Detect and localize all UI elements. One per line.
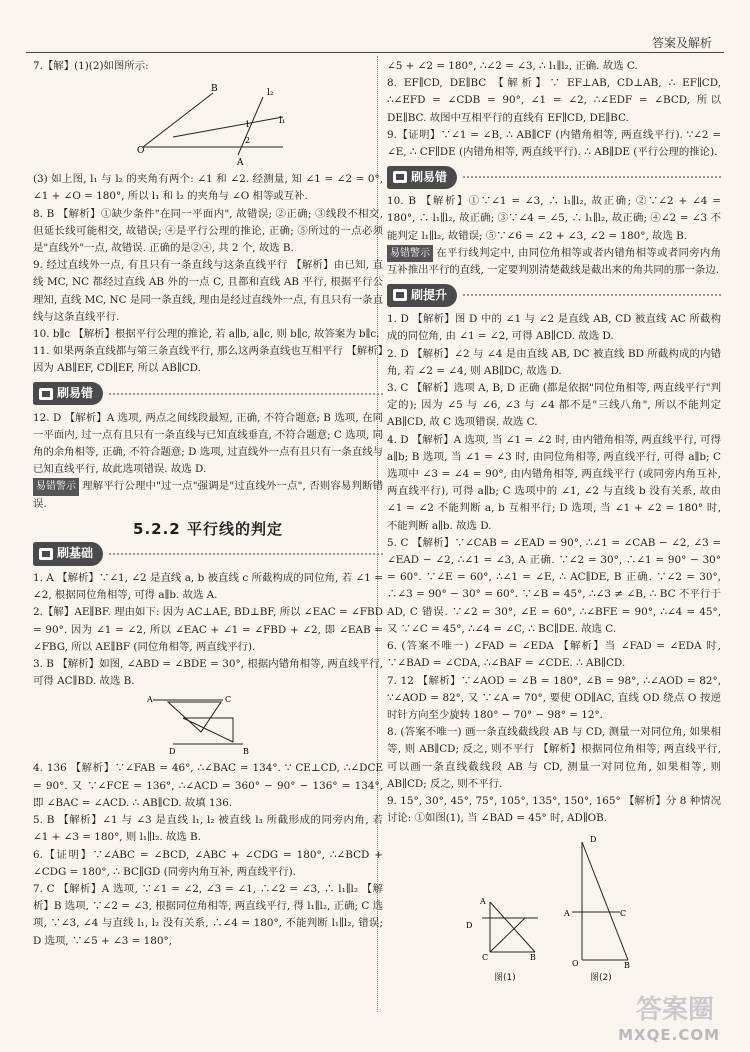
svg-text:B: B (530, 953, 536, 962)
warning-label: 易错警示 (387, 245, 433, 262)
figure-1-caption: 图(1) (494, 973, 516, 983)
improve-7: 7. 12 【解析】∵∠AOD = ∠B = 180°, ∠B = 98°, ∴∠AOD = 82°, ∵∠AOD = 82°, 又 ∵∠A = 70°, 要使 OD∥AC, 直线 OD 绕点 O 按逆时针方向至少旋转 180° − 70° − 98° = 12°. (387, 674, 721, 721)
section-shuayicuo-2: 刷易错 (387, 164, 721, 190)
answer-8: 8. B 【解析】①缺少条件"在同一平面内", 故错误; ②正确; ③线段不相交, 但延长线可能相交, 故错误; ④是平行公理的推论, 正确; ⑤所过的一点必须是"直线外"一点, 故错误. 正确的是②④, 共 2 个, 故选 B. (33, 207, 383, 255)
svg-text:D: D (466, 921, 473, 930)
figure-improve-9 (460, 832, 660, 982)
improve-9: 9. 15°, 30°, 45°, 75°, 105°, 135°, 150°, 165° 【解析】分 8 种情况讨论: ①如图(1), 当 ∠BAD = 45° 时, AD∥OB. (387, 794, 721, 825)
basic-4: 4. 136 【解析】∵∠FAB = 46°, ∴∠BAC = 134°. ∵ CE⊥CD, ∴∠DCE = 90°. 又 ∵∠FCE = 136°, ∴∠ACD = 360° − 90° − 136° = 134°, 即 ∠BAC = ∠ACD. ∴ AB∥CD. 故填 136. (33, 762, 383, 809)
section-shuayicuo: 刷易错 (33, 381, 383, 407)
section-shuatisheng: 刷提升 (387, 282, 721, 308)
svg-text:1: 1 (245, 120, 251, 130)
page-header-title: 答案及解析 (651, 36, 712, 50)
basic-1: 1. A 【解析】∵∠1, ∠2 是直线 a, b 被直线 c 所截构成的同位角, 若 ∠1 = ∠2, 根据同位角相等, 可得 a∥b. 故选 A. (33, 572, 383, 602)
svg-text:D: D (590, 835, 597, 844)
pencil-icon (39, 548, 53, 560)
improve-4: 4. D 【解析】A 选项, 当 ∠1 = ∠2 时, 由内错角相等, 两直线平行, 可得 a∥b; B 选项, 当 ∠1 = ∠3 时, 由同位角相等, 两直线平行, 可得 a∥b; C 选项中 ∠3 = ∠4 = 90°, 由内错角相等, 两直线平行 (或同旁内角互补, 两直线平行), 可得 a∥b; C 选项中的 ∠1, ∠2 与直线 b 没有关系, 故由 ∠1 = ∠2 不能判断 a, b 互相平行; D 选项, 当 ∠1 + ∠2 = 180° 时, 不能判断 a∥b. 故选 D. (387, 433, 721, 532)
answer-10: 10. b∥c 【解析】根据平行公理的推论, 若 a∥b, a∥c, 则 b∥c, 故答案为 b∥c. (33, 328, 380, 341)
error-warning-2: 易错警示 在平行线判定中, 由同位角相等或者内错角相等或者同旁内角互补推出平行的直线, 一定要判别清楚截线是截出来的角共同的那一条边. (387, 246, 721, 277)
error-warning: 易错警示 理解平行公理中"过一点"强调是"过直线外一点", 否则容易判断错误. (33, 480, 383, 510)
svg-text:B: B (624, 961, 630, 970)
watermark-logo: 答案圈 MXQE.COM (618, 995, 720, 1044)
improve-2: 2. D 【解析】∠2 与 ∠4 是由直线 AB, DC 被直线 BD 所截构成的内错角, 若 ∠2 = ∠4, 则 AB∥DC, 故选 D. (387, 347, 721, 377)
svg-text:D: D (169, 747, 176, 757)
svg-text:A: A (147, 695, 153, 705)
basic-5: 5. B 【解析】∠1 与 ∠3 是直线 l₁, l₂ 被直线 l₃ 所截形成的同旁内角, 若 ∠1 + ∠3 = 180°, 则 l₁∥l₂. 故选 B. (33, 814, 383, 844)
pencil-icon (393, 289, 407, 301)
svg-text:2: 2 (245, 136, 251, 146)
improve-6: 6. (答案不唯一) ∠FAD = ∠EDA 【解析】当 ∠FAD = ∠EDA 时, ∵∠BAD = ∠CDA, ∴∠BAF = ∠CDE. ∴ AB∥CD. (387, 640, 721, 670)
pencil-icon (393, 171, 407, 183)
svg-text:C: C (225, 695, 232, 705)
svg-text:B: B (243, 747, 249, 757)
svg-text:O: O (137, 146, 145, 157)
improve-8: 8. (答案不唯一) 画一条直线截线段 AB 与 CD, 测量一对同位角, 如果相等, 则 AB∥CD; 反之, 则不平行 【解析】根据同位角相等, 两直线平行, 可以画一条直线截线段 AB 与 CD, 测量一对同位角, 如果相等, 则 AB∥CD; 反之, 则不平行. (387, 726, 721, 790)
svg-text:B: B (211, 84, 218, 95)
left-column (33, 58, 383, 950)
improve-3: 3. C 【解析】选项 A, B, D 正确 (都是依据"同位角相等, 两直线平行"判定的); 因为 ∠5 与 ∠6, ∠3 与 ∠4 都不是"三线八角", 所以不能判定 AB∥CD, 故 C 选项错误. 故选 C. (387, 382, 721, 429)
section-title-522: 5.2.2 平行线的判定 (133, 519, 283, 538)
improve-1: 1. D 【解析】图 D 中的 ∠1 与 ∠2 是直线 AB, CD 被直线 AC 所截构成的同位角, 由 ∠1 = ∠2, 可得 AB∥CD. 故选 D. (387, 313, 721, 343)
basic-7-cont: ∠5 + ∠2 = 180°, ∴∠2 = ∠3, ∴ l₁∥l₂, 正确. 故选 C. (387, 60, 638, 72)
answer-11: 11. 如果两条直线都与第三条直线平行, 那么这两条直线也互相平行 【解析】因为 AB∥EF, CD∥EF, 所以 AB∥CD. (33, 345, 383, 375)
svg-text:O: O (572, 959, 579, 968)
pencil-icon (39, 388, 53, 400)
basic-3: 3. B 【解析】如图, ∠ABD = ∠BDE = 30°, 根据内错角相等, 两直线平行, 可得 AC∥BD. 故选 B. (33, 658, 383, 688)
section-shuajichu: 刷基础 (33, 541, 383, 567)
svg-text:A: A (564, 909, 570, 918)
answer-9: 9. 经过直线外一点, 有且只有一条直线与这条直线平行 【解析】由已知, 直线 MC, NC 都经过直线 AB 外的一点 C, 且都和直线 AB 平行, 根据平行公理知, 直线 MC, NC 是同一条直线, 理由是经过直线外一点, 有且只有一条直线与这条直线平行. (33, 259, 383, 323)
svg-text:A: A (237, 158, 244, 169)
basic-7: 7. C 【解析】A 选项, ∵∠1 = ∠2, ∠3 = ∠1, ∴∠2 = ∠3, ∴ l₁∥l₂ 【解析】B 选项, ∵∠2 = ∠3, 根据同位角相等, 两直线平行, 得 l₁∥l₂, 正确; C 选项, ∵∠3, ∠4 与直线 l₁, l₂ 没有关系, ∴∠4 = 180°, 不能判断 l₁∥l₂, 错误; D 选项, ∵∠5 + ∠3 = 180°, (33, 882, 383, 947)
svg-text:l₁: l₁ (279, 116, 286, 127)
figure-q7 (33, 77, 383, 169)
figure-basic-3 (33, 692, 383, 758)
answer-12: 12. D 【解析】A 选项, 两点之间线段最短, 正确, 不符合题意; B 选项, 在同一平面内, 过一点有且只有一条直线与已知直线垂直, 不符合题意; C 选项, 同角的余角相等, 正确, 不符合题意; D 选项, 过直线外一点有且只有一条直线与已知直线平行, 故此选项错误. 故选 D. (33, 411, 383, 476)
header-rule (26, 52, 724, 53)
svg-text:A: A (480, 897, 486, 906)
basic-8: 8. EF∥CD, DE∥BC 【解析】∵ EF⊥AB, CD⊥AB, ∴ EF∥CD, ∴∠EFD = ∠CDB = 90°, ∠1 = ∠2, ∴∠EDF = ∠BCD, 所以 DE∥BC. 故图中互相平行的直线有 EF∥CD, DE∥BC. (387, 77, 721, 124)
basic-9: 9.【证明】∵∠1 = ∠B, ∴ AB∥CF (内错角相等, 两直线平行). ∵∠2 = ∠E, ∴ CF∥DE (内错角相等, 两直线平行). ∴ AB∥DE (平行公理的推论). (387, 128, 721, 159)
svg-text:C: C (620, 909, 627, 918)
svg-text:l₂: l₂ (267, 88, 274, 99)
basic-6: 6.【证明】∵∠ABC = ∠BCD, ∠ABC + ∠CDG = 180°, ∴∠BCD + ∠CDG = 180°, ∴ BC∥GD (同旁内角互补, 两直线平行). (33, 848, 383, 878)
answer-7-body: (3) 如上图, l₁ 与 l₂ 的夹角有两个: ∠1 和 ∠2. 经测量, 知 ∠1 = ∠2 = 0°, ∠1 + ∠O = 180°, 所以 l₁ 和 l₂ 的夹角与 ∠O 相等或互补. (33, 173, 383, 203)
warning-label: 易错警示 (33, 478, 79, 495)
answer-7-head: 7.【解】(1)(2)如图所示: (33, 60, 149, 72)
figure-2-caption: 图(2) (590, 973, 612, 983)
improve-5: 5. C 【解析】∵∠CAB = ∠EAD = 90°, ∴∠1 = ∠CAB − ∠2, ∠3 = ∠EAD − ∠2, ∴∠1 = ∠3, A 正确. ∵∠2 = 30°, ∴∠1 = 90° − 30° = 60°. ∵∠E = 60°, ∴∠1 = ∠E, ∴ AC∥DE, B 正确. ∵∠2 = 30°, ∴∠3 = 90° − 30° = 60°. ∵∠B = 45°, ∴∠3 ≠ ∠B, ∴ BC 不平行于 AD, C 错误. ∵∠2 = 30°, ∠E = 60°, ∴∠BFE = 90°, ∴∠4 = 45°, 又 ∵∠C = 45°, ∴∠4 = ∠C, ∴ BC∥DE. 故选 C. (387, 536, 721, 635)
answer-10-right: 10. B 【解析】①∵∠1 = ∠3, ∴ l₁∥l₂, 故正确; ②∵∠2 + ∠4 = 180°, ∴ l₁∥l₂, 故正确; ③∵∠4 = ∠5, ∴ l₁∥l₂, 故正确; ④∠2 = ∠3 不能判定 l₁∥l₂, 故错误; ⑤∵∠6 = ∠2 + ∠3, ∠2 = 180°, 故选 B. (387, 195, 721, 242)
basic-2: 2.【解】AE∥BF. 理由如下: 因为 AC⊥AE, BD⊥BF, 所以 ∠EAC = ∠FBD = 90°. 因为 ∠1 = ∠2, 所以 ∠EAC + ∠1 = ∠FBD + ∠2, 即 ∠EAB = ∠FBG, 所以 AE∥BF (同位角相等, 两直线平行). (33, 606, 383, 653)
svg-text:C: C (482, 953, 489, 962)
right-column (387, 58, 721, 827)
